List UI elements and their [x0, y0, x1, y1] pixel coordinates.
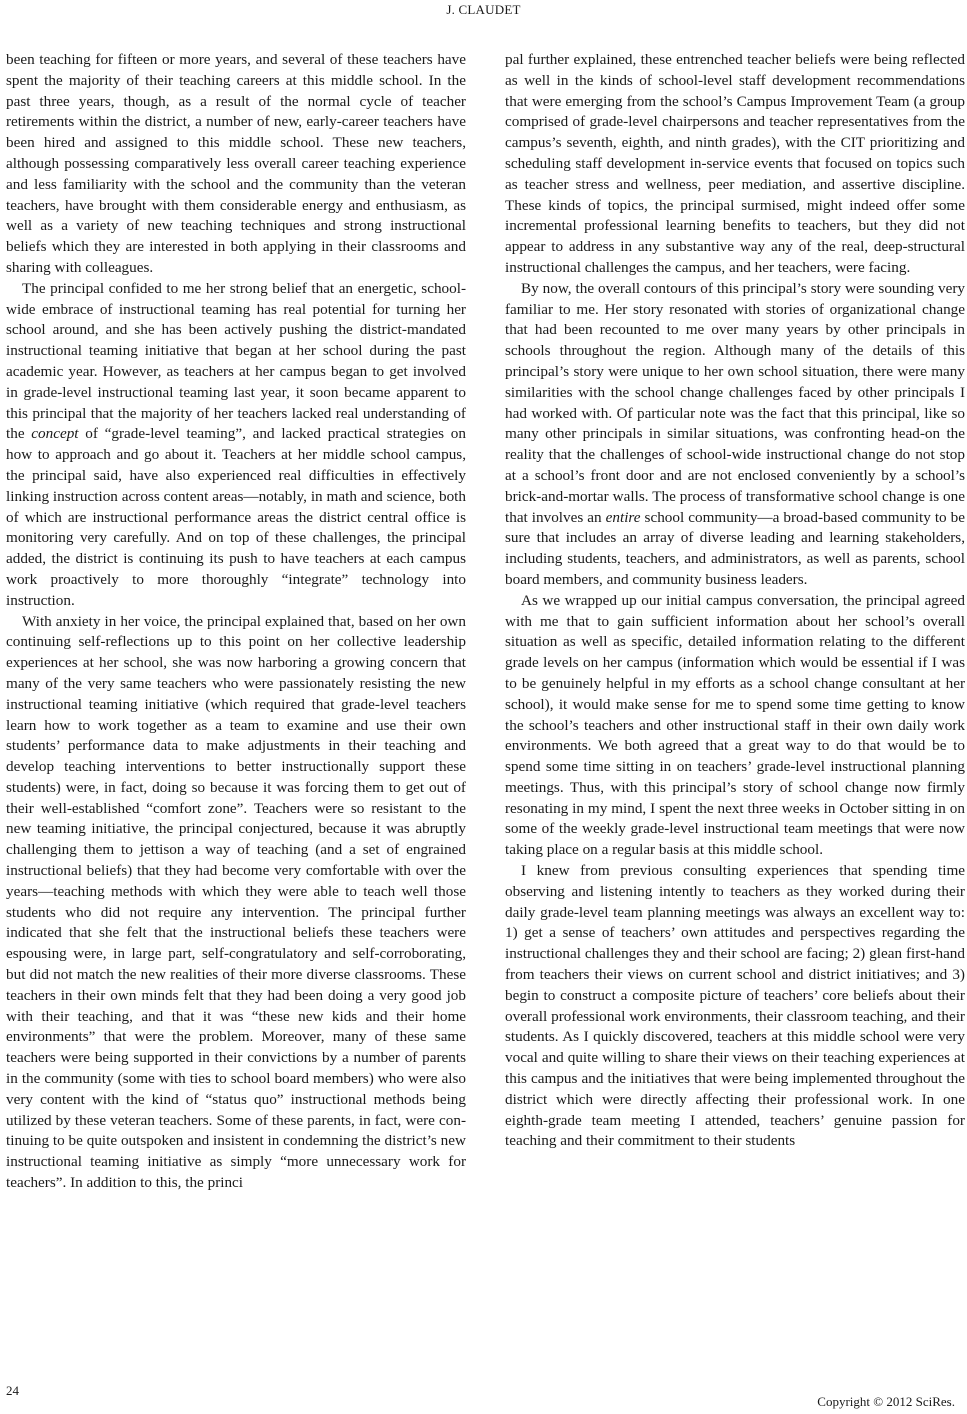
copyright-notice: Copyright © 2012 SciRes.	[817, 1394, 955, 1409]
right-column	[505, 50, 965, 1152]
paragraph-text: By now, the overall contours of this principal’s story were sounding very familiar to me. Her story resonated with stories of organizational change that had been recounted to me over many years by other principals in schools throughout the region. Although many of the details of this principal’s story were unique to her own school situation, there were many similarities with the school change challenges faced by other principals I had worked with. Of particular note was the fact that this principal, like so many other principals in similar situations, was confronting head-on the reality that the challenges of school-wide instructional change do not stop at a school’s front door and are not enclosed conveniently by a school’s brick-and-mortar walls. The process of transformative school change is one that involves an	[505, 279, 965, 526]
left-column	[6, 50, 466, 1194]
paragraph-text: of “grade-level teaming”, and lacked practical strategies on how to approach and go about it. Teachers at her middle school campus, the principal said, have also experienced real difficulties in effectively linking instruction across content areas—notably, in math and science, both of which are instructional performance areas the district central office is monitoring very carefully. And on top of these challenges, the principal added, the district is continuing its push to have teachers at each campus work proactively to more thoroughly “integrate” technology into instruction.	[6, 425, 466, 609]
paragraph	[505, 279, 965, 591]
paragraph: I knew from previous consulting experiences that spending time observing and listening intently to teachers as they worked during their daily grade-level team planning meetings was always an excellent way to: 1) get a sense of teachers’ own attitudes and perspectives regarding the instructional challenges they and their school are facing; 2) glean first-hand from teachers their views on current school and district initiatives; and 3) begin to construct a composite picture of teachers’ core beliefs about their overall professional work environments, their classroom teaching, and their students. As I quickly discovered, teachers at this middle school were very vocal and quite willing to share their views on their teaching experiences at this campus and the initiatives that were being implemented throughout the district which were directly affecting their professional work. In one eighth-grade team meeting I attended, teachers’ genuine passion for teaching and their commitment to their students	[505, 862, 965, 1150]
page-number: 24	[6, 1383, 19, 1398]
paragraph: As we wrapped up our initial campus conversation, the principal agreed with me that to gain sufficient information about her school’s overall situation as well as specific, detailed information relating to the different grade levels on her campus (information which would be essential if I was to be genuinely helpful in my efforts as a school change consultant at her school), it would make sense for me to spend some time getting to know the school’s teachers and other instructional staff in their own daily work environments. We both agreed that a great way to do that would be to spend some time sitting in on teachers’ grade-level instructional planning meetings. Thus, with this principal’s story of school change now firmly resonating in my mind, I spent the next three weeks in October sitting in on some of the weekly grade-level instructional team meetings that were now taking place on a regular basis at this middle school.	[505, 591, 965, 859]
paragraph: pal further explained, these entrenched teacher beliefs were being reflected as well in the kinds of school-level staff development recommendations that were emerging from the school’s Campus Improvement Team (a group comprised of grade-level chairpersons and teacher representatives from the campus’s seventh, eighth, and ninth grades), with the CIT prioritizing and scheduling staff development in-service events that focused on topics such as teacher stress and wellness, peer mediation, and assertive discipline. These kinds of topics, the principal surmised, might indeed offer some incremental professional learning benefits to teachers, but they did not appear to address in any substantive way any of the real, deep-structural instructional challenges the campus, and her teachers, were facing.	[505, 51, 965, 276]
paragraph: been teaching for fifteen or more years, and several of these teachers have spent the majority of their teaching careers at this middle school. In the past three years, though, as a result of the normal cycle of teacher retirements within the district, a number of new, early-career teachers have been hired and assigned to this middle school. These new teachers, although possessing comparatively less overall career teaching experience and less familiarity with the school and the community than the veteran teachers, have brought with them considerable energy and enthusiasm, as well as a variety of new teaching techniques and strong instructional beliefs which they are interested in both applying in their classrooms and sharing with colleagues.	[6, 51, 466, 276]
paragraph-text: The principal confided to me her strong belief that an energetic, school-wide embrace of instructional teaming has real potential for turning her school around, and she has been actively pushing the district-mandated instructional teaming initiative that began at her school during the past academic year. However, as teachers at her campus began to get involved in grade-level instructional teaming last year, it soon became apparent to this principal that the majority of her teachers lacked real understanding of the	[6, 279, 466, 443]
paragraph-text: school community—a broad-based community to be sure that includes an array of diverse leading and learning stakeholders, including students, teachers, and administrators, as well as parents, school board members, and community business leaders.	[505, 508, 965, 588]
emphasis-text: entire	[605, 508, 641, 526]
paragraph	[6, 279, 466, 612]
running-head: J. CLAUDET	[446, 2, 521, 17]
paragraph: With anxiety in her voice, the principal explained that, based on her own continuing self-reflections up to this point on her collective leadership experiences at her school, she was now harboring a growing concern that many of the very same teachers who were passionately resisting the new instructional teaming initiative (which required that grade-level teachers learn how to work together as a team to examine and use their own students’ performance data to make adjustments in their teaching and develop teaching interventions to better instructionally support these students) were, in fact, doing so because it was forcing them to get out of their well-established “comfort zone”. Teachers were so resistant to the new teaming initiative, the principal conjectured, because it was abruptly challenging them to jettison a way of teaching (and a set of engrained instructional beliefs) that they had become very comfortable with over the years—teaching methods with which they were able to teach well those students who did not require any intervention. The principal further indicated that she felt that the instructional beliefs these teachers were espousing were, in large part, self-congratulatory and self-corroborating, but did not match the new realities of their more diverse classrooms. These teachers in their own minds felt that they had been doing a very good job with their teaching, and that it was “these new kids and their home environments” that were the problem. Moreover, many of these same teachers were being supported in their convictions by a number of parents in the community (some with ties to school board members) who were also very content with the kind of “status quo” instructional methods being utilized by these veteran teachers. Some of these parents, in fact, were continuing to be quite outspoken and insistent in condemning the district’s new instructional teaming initiative as simply “more unnecessary work for teachers”. In addition to this, the princi	[6, 612, 466, 1192]
emphasis-text: concept	[31, 425, 79, 443]
